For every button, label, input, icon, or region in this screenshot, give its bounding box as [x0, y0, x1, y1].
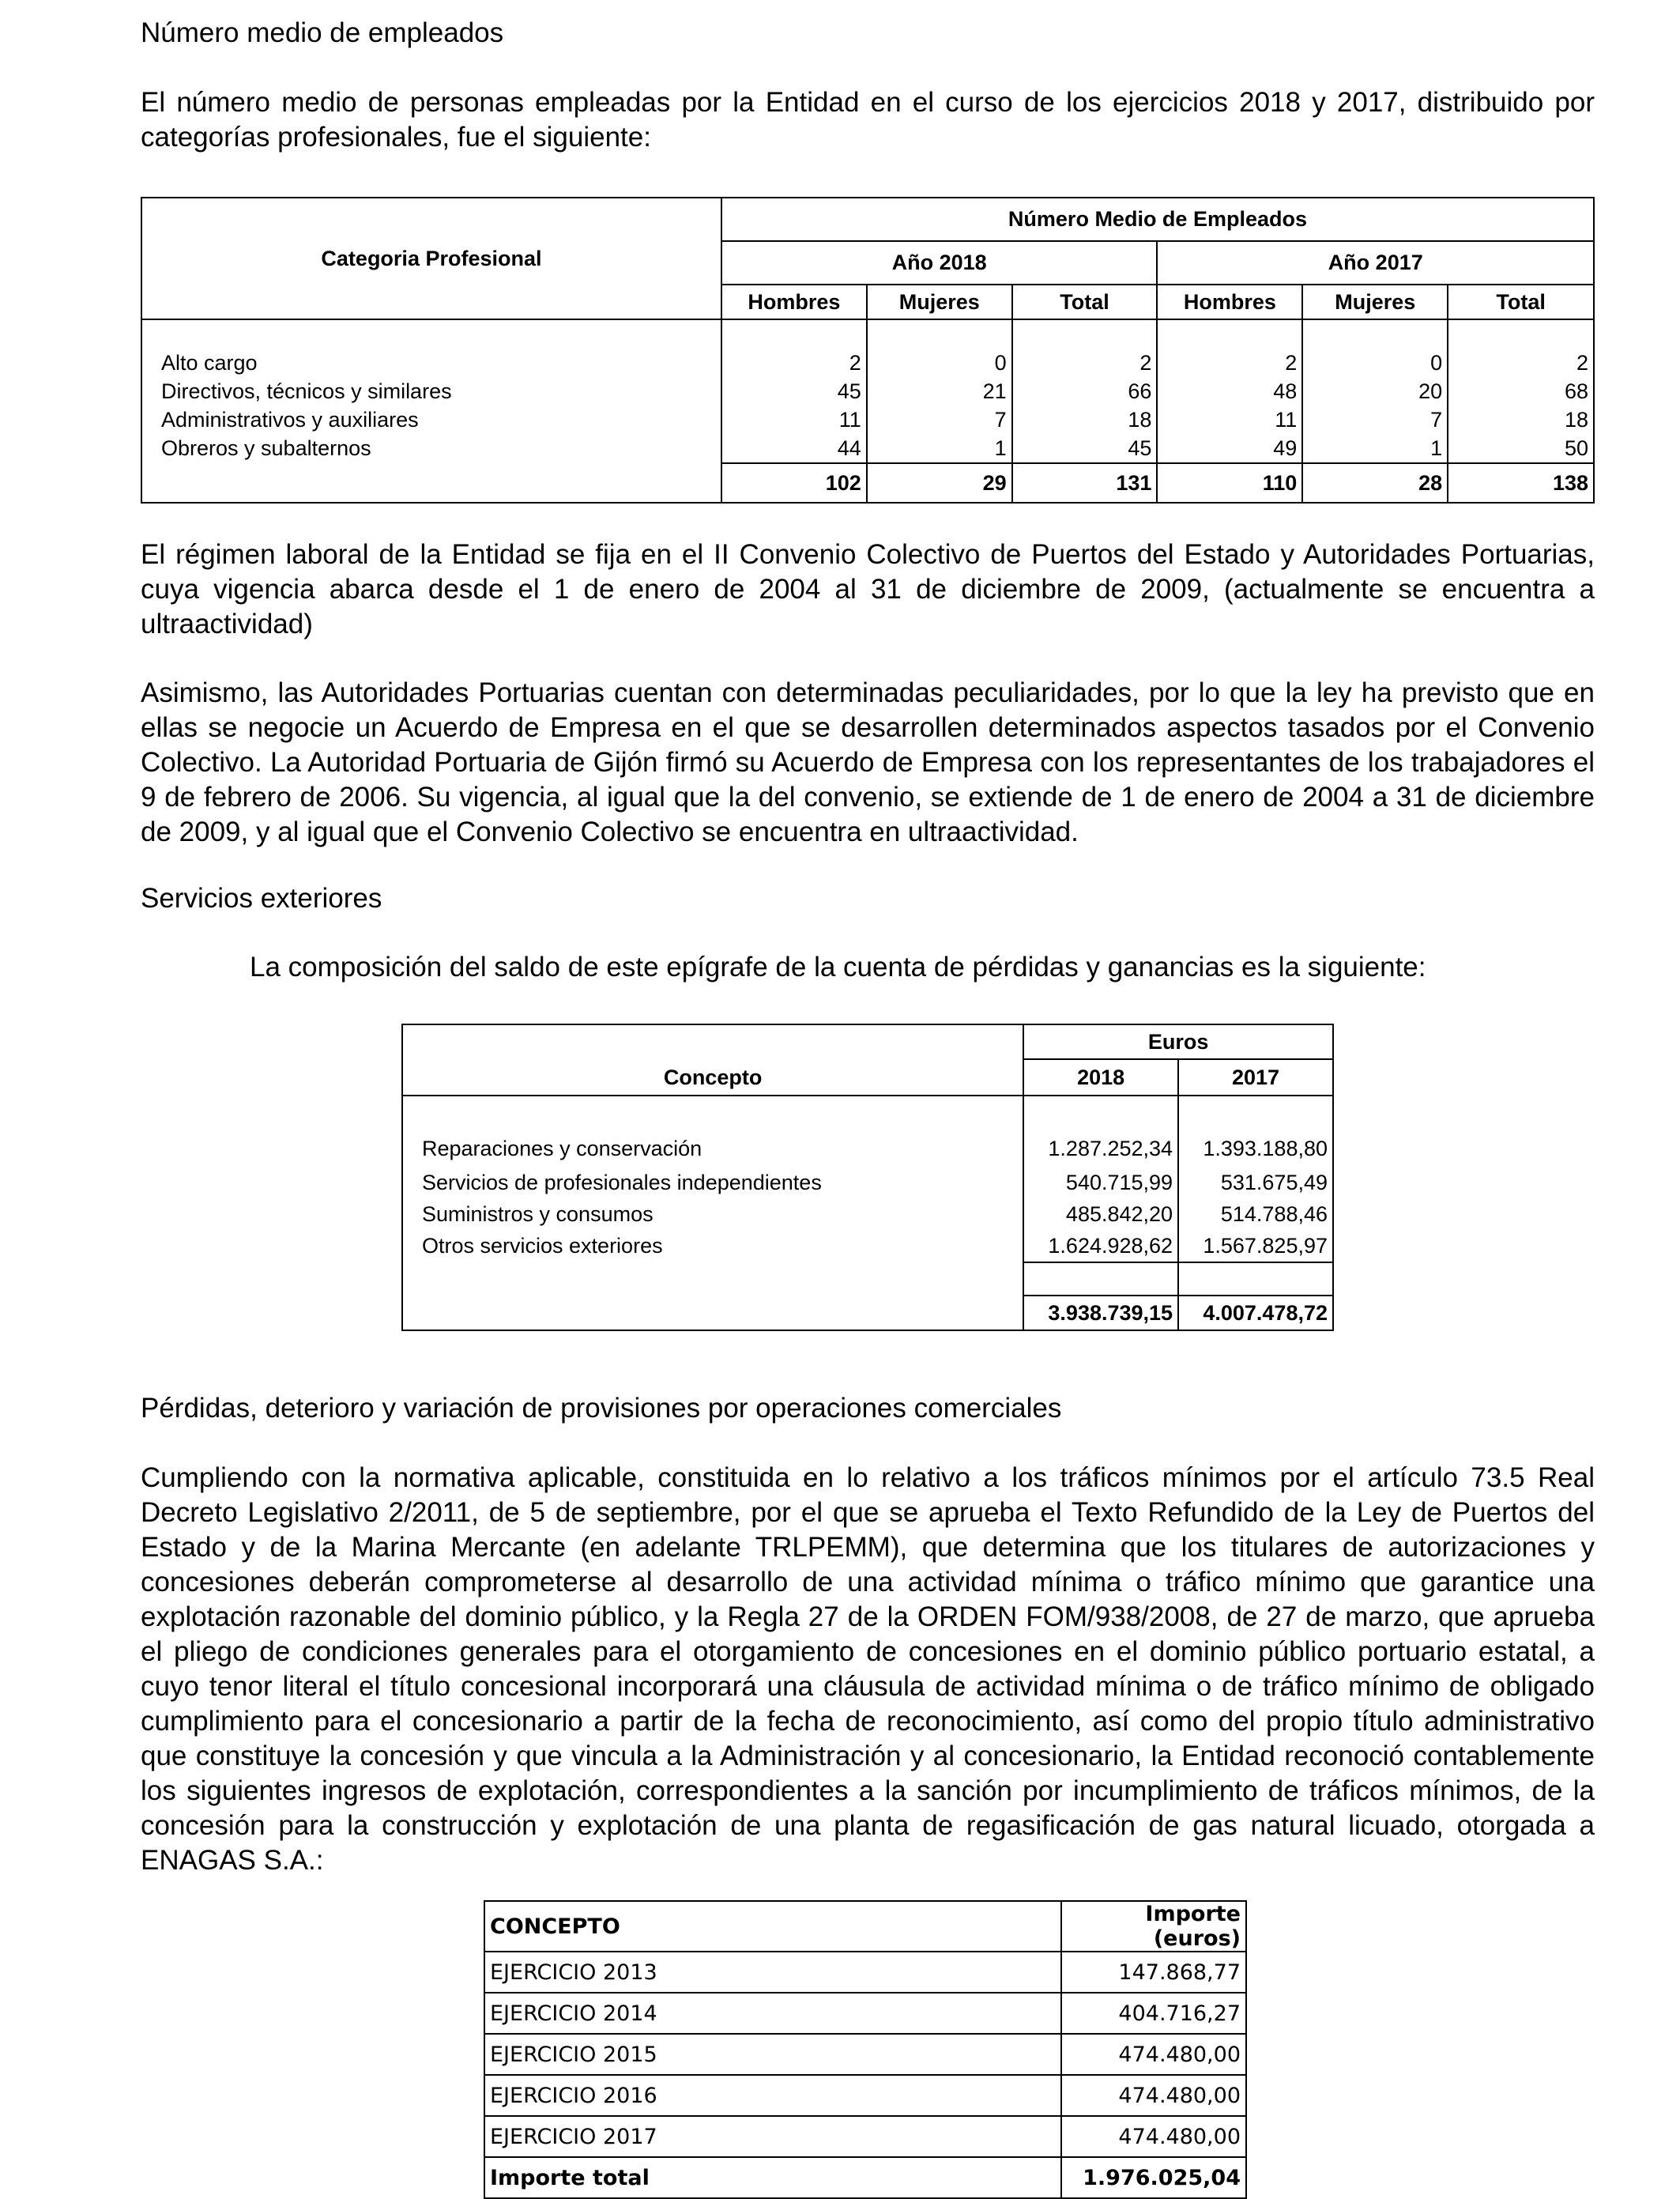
sub-header: Hombres	[721, 285, 867, 319]
asimismo-paragraph: Asimismo, las Autoridades Portuarias cuentan con determinadas peculiaridades, por lo que la ley ha previsto que en ellas se negocie un Acuerdo de Empresa en el que se desarrollen determinados aspectos tasados por el Convenio Colectivo. La Autoridad Portuaria de Gijón firmó su Acuerdo de Empresa con los representantes de los trabajadores el 9 de febrero de 2006. Su vigencia, al igual que la del convenio, se extiende de 1 de enero de 2004 a 31 de diciembre de 2009, y al igual que el Convenio Colectivo se encuentra en ultraactividad.	[141, 677, 1595, 847]
section-employees	[141, 16, 1595, 51]
cell: 0	[867, 349, 1012, 377]
row-label: EJERCICIO 2016	[484, 2075, 1061, 2116]
table-row	[402, 1198, 1333, 1230]
services-intro: La composición del saldo de este epígrafe de la cuenta de pérdidas y ganancias es la siguiente:	[250, 952, 1426, 983]
cell: 45	[721, 377, 867, 405]
total-cell: 3.938.739,15	[1023, 1296, 1178, 1330]
cell: 66	[1012, 377, 1158, 405]
section-heading: Número medio de empleados	[141, 17, 504, 48]
cell: 1.624.928,62	[1023, 1230, 1178, 1262]
section-heading: Pérdidas, deterioro y variación de provisiones por operaciones comerciales	[141, 1393, 1062, 1424]
concesion-table	[484, 1900, 1247, 2199]
row-label: EJERCICIO 2015	[484, 2034, 1061, 2075]
regimen-block	[141, 537, 1595, 642]
cell: 1.567.825,97	[1178, 1230, 1333, 1262]
employees-table	[141, 197, 1595, 504]
cell: 50	[1448, 434, 1594, 463]
total-cell: 131	[1012, 463, 1158, 503]
cell: 49	[1157, 434, 1302, 463]
section-losses	[141, 1391, 1595, 1426]
row-label: Obreros y subalternos	[141, 434, 721, 463]
asimismo-block	[141, 676, 1595, 850]
cell: 7	[1302, 405, 1448, 434]
totals-row	[484, 2157, 1246, 2198]
cell: 404.716,27	[1061, 1993, 1246, 2034]
table-row	[484, 2116, 1246, 2157]
row-label: Otros servicios exteriores	[402, 1230, 1023, 1262]
services-table-wrap	[401, 1024, 1334, 1331]
sub-header: Mujeres	[867, 285, 1012, 319]
sub-header: Total	[1012, 285, 1158, 319]
services-intro-block	[141, 950, 1595, 985]
row-label: Directivos, técnicos y similares	[141, 377, 721, 405]
table-row	[402, 1167, 1333, 1198]
cell: 45	[1012, 434, 1158, 463]
year-header: 2017	[1178, 1059, 1333, 1096]
services-table	[401, 1024, 1334, 1331]
losses-body-block	[141, 1461, 1595, 1878]
table-row	[141, 349, 1594, 377]
concesion-table-wrap	[484, 1900, 1247, 2199]
sub-header: Mujeres	[1302, 285, 1448, 319]
row-label: Alto cargo	[141, 349, 721, 377]
total-cell: 110	[1157, 463, 1302, 503]
row-label: Servicios de profesionales independientes	[402, 1167, 1023, 1198]
cell: 514.788,46	[1178, 1198, 1333, 1230]
concept-header: CONCEPTO	[484, 1901, 1061, 1952]
total-cell: 4.007.478,72	[1178, 1296, 1333, 1330]
cell: 474.480,00	[1061, 2034, 1246, 2075]
cell: 11	[721, 405, 867, 434]
cell: 2	[1448, 349, 1594, 377]
cell: 20	[1302, 377, 1448, 405]
cell: 68	[1448, 377, 1594, 405]
row-label: EJERCICIO 2017	[484, 2116, 1061, 2157]
cell: 540.715,99	[1023, 1167, 1178, 1198]
euros-header: Euros	[1023, 1024, 1333, 1059]
totals-row	[402, 1296, 1333, 1330]
cell: 44	[721, 434, 867, 463]
total-cell: 28	[1302, 463, 1448, 503]
group-header: Número Medio de Empleados	[721, 198, 1594, 241]
table-row	[141, 377, 1594, 405]
table-row	[484, 2034, 1246, 2075]
table-row	[141, 405, 1594, 434]
table-row	[402, 1230, 1333, 1262]
total-amount: 1.976.025,04	[1061, 2157, 1246, 2198]
cell: 474.480,00	[1061, 2075, 1246, 2116]
cell: 2	[1157, 349, 1302, 377]
row-label: EJERCICIO 2013	[484, 1952, 1061, 1993]
cell: 18	[1012, 405, 1158, 434]
totals-row	[141, 463, 1594, 503]
amount-header: Importe (euros)	[1061, 1901, 1246, 1952]
cell: 474.480,00	[1061, 2116, 1246, 2157]
row-label: Reparaciones y conservación	[402, 1130, 1023, 1167]
regimen-paragraph: El régimen laboral de la Entidad se fija en el II Convenio Colectivo de Puertos del Estado y Autoridades Portuarias, cuya vigencia abarca desde el 1 de enero de 2004 al 31 de diciembre de 2009, (actualmente se encuentra a ultraactividad)	[141, 539, 1595, 639]
table-row	[484, 1952, 1246, 1993]
cell: 2	[1012, 349, 1158, 377]
year-header: 2018	[1023, 1059, 1178, 1096]
cell: 1	[867, 434, 1012, 463]
cell: 1.287.252,34	[1023, 1130, 1178, 1167]
table-row	[484, 2075, 1246, 2116]
cell: 1	[1302, 434, 1448, 463]
section-services	[141, 881, 1595, 916]
cell: 11	[1157, 405, 1302, 434]
cell: 0	[1302, 349, 1448, 377]
sub-header: Hombres	[1157, 285, 1302, 319]
employees-table-wrap	[141, 197, 1595, 504]
row-label: Suministros y consumos	[402, 1198, 1023, 1230]
cell: 2	[721, 349, 867, 377]
table-row	[402, 1130, 1333, 1167]
intro-block	[141, 85, 1595, 155]
cell: 1.393.188,80	[1178, 1130, 1333, 1167]
total-cell: 102	[721, 463, 867, 503]
total-cell: 138	[1448, 463, 1594, 503]
row-label: EJERCICIO 2014	[484, 1993, 1061, 2034]
year-2018-header: Año 2018	[721, 241, 1158, 285]
cell: 147.868,77	[1061, 1952, 1246, 1993]
cell: 531.675,49	[1178, 1167, 1333, 1198]
sub-header: Total	[1448, 285, 1594, 319]
cell: 7	[867, 405, 1012, 434]
section-heading: Servicios exteriores	[141, 883, 382, 914]
concept-header: Concepto	[402, 1024, 1023, 1096]
table-row	[484, 1993, 1246, 2034]
losses-paragraph: Cumpliendo con la normativa aplicable, constituida en lo relativo a los tráficos mínimos por el artículo 73.5 Real Decreto Legislativo 2/2011, de 5 de septiembre, por el que se aprueba el Texto Refundido de la Ley de Puertos del Estado y de la Marina Mercante (en adelante TRLPEMM), que determina que los titulares de autorizaciones y concesiones deberán comprometerse al desarrollo de una actividad mínima o tráfico mínimo que garantice una explotación razonable del dominio público, y la Regla 27 de la ORDEN FOM/938/2008, de 27 de marzo, que aprueba el pliego de condiciones generales para el otorgamiento de concesiones en el dominio público portuario estatal, a cuyo tenor literal el título concesional incorporará una cláusula de actividad mínima o de tráfico mínimo de obligado cumplimiento para el concesionario a partir de la fecha de reconocimiento, así como del propio título administrativo que constituye la concesión y que vincula a la Administración y al concesionario, la Entidad reconoció contablemente los siguientes ingresos de explotación, correspondientes a la sanción por incumplimiento de tráficos mínimos, de la concesión para la construcción y explotación de una planta de regasificación de gas natural licuado, otorgada a ENAGAS S.A.:	[141, 1462, 1595, 1876]
cell: 21	[867, 377, 1012, 405]
year-2017-header: Año 2017	[1157, 241, 1594, 285]
cell: 48	[1157, 377, 1302, 405]
intro-paragraph: El número medio de personas empleadas por la Entidad en el curso de los ejercicios 2018 y 2017, distribuido por categorías profesionales, fue el siguiente:	[141, 87, 1595, 153]
table-row	[141, 434, 1594, 463]
row-label: Administrativos y auxiliares	[141, 405, 721, 434]
total-label: Importe total	[484, 2157, 1061, 2198]
category-header: Categoria Profesional	[141, 198, 721, 319]
cell: 485.842,20	[1023, 1198, 1178, 1230]
cell: 18	[1448, 405, 1594, 434]
table-header-row	[484, 1901, 1246, 1952]
total-cell: 29	[867, 463, 1012, 503]
